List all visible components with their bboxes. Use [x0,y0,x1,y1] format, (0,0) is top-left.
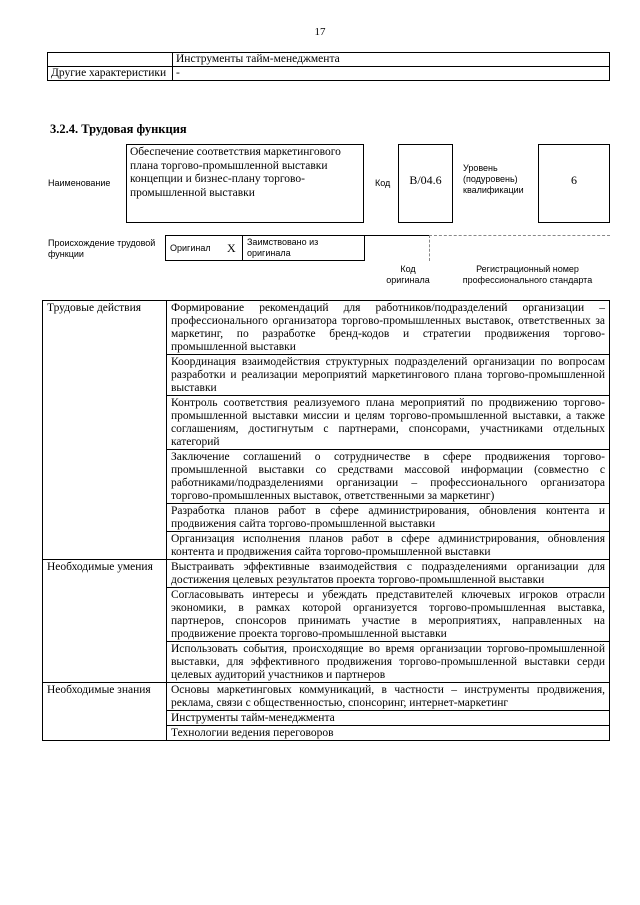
continuation-table [47,52,610,81]
skill-item: Согласовывать интересы и убеждать представителей ключевых игроков отрасли экономики, в рамках которой организуется торгово-промышленная выставка, партнеров, спонсоров принимать участие в мероприятиях, направленных на продвижение проекта торгово-промышленной выставки [167,588,610,642]
other-characteristics-value: - [173,67,610,81]
knowledge-item: Основы маркетинговых коммуникаций, в частности – инструменты продвижения, реклама, связи с общественностью, спонсоринг, интернет-маркетинг [167,683,610,711]
other-characteristics-label: Другие характеристики [48,67,173,81]
level-label: Уровень (подуровень) квалификации [463,163,524,195]
labor-function-table [42,300,610,741]
labor-action-item: Организация исполнения планов работ в сфере администрирования, обновления контента и продвижения сайта торгово-промышленной выставки [167,532,610,560]
code-label: Код [375,178,391,188]
name-label: Наименование [48,178,111,188]
continuation-empty-cell [48,53,173,67]
origin-label: Происхождение трудовой функции [48,238,156,259]
borrowed-cell [242,235,365,261]
continuation-tools-item: Инструменты тайм-менеджмента [173,53,610,67]
table-row [43,683,610,711]
table-row [43,301,610,355]
code-original-label: Код оригинала [386,264,430,285]
section-title: 3.2.4. Трудовая функция [50,122,187,136]
original-mark: X [227,241,236,255]
required-knowledge-label: Необходимые знания [43,683,167,741]
level-value: 6 [538,144,610,223]
code-original-cell [364,235,430,261]
skill-item: Выстраивать эффективные взаимодействия с подразделениями организации для достижения целевых результатов проекта торгово-промышленной выставки [167,560,610,588]
required-skills-label: Необходимые умения [43,560,167,683]
skill-item: Использовать события, происходящие во время организации торгово-промышленной выставки, для эффективного продвижения торгово-промышленной выставки серди целевых аудиторий участников и партнеров [167,642,610,683]
labor-action-item: Координация взаимодействия структурных подразделений организации по вопросам разработки и реализации мероприятий маркетингового плана торгово-промышленной выставки [167,355,610,396]
table-row [43,560,610,588]
labor-action-item: Разработка планов работ в сфере администрирования, обновления контента и продвижения сайта торгово-промышленной выставки [167,504,610,532]
labor-actions-label: Трудовые действия [43,301,167,560]
knowledge-item: Технологии ведения переговоров [167,726,610,741]
reg-number-label: Регистрационный номер профессионального стандарта [462,264,593,285]
labor-action-item: Заключение соглашений о сотрудничестве в сфере продвижения торгово-промышленной выставки со средствами массовой информации (совместно с работниками/подразделениями организации – профессионального организатора торгово-промышленных выставок, ответственными за маркетинг) [167,450,610,504]
reg-number-cell [429,235,610,261]
labor-action-item: Контроль соответствия реализуемого плана мероприятий по продвижению торгово-промышленной выставки миссии и целям торгово-промышленной выставки, а также соглашениям, достигнутым с партнерами, спонсорами, участниками отдельных категорий [167,396,610,450]
labor-action-item: Формирование рекомендаций для работников/подразделений организации – профессионального организатора торгово-промышленных выставок, ответственных за маркетинг, по разработке бренд-кодов и стратегии продвижения торгово-промышленной выставки [167,301,610,355]
original-cell [165,235,243,261]
page-number: 17 [314,26,326,38]
code-value: B/04.6 [398,144,453,223]
borrowed-label: Заимствовано из оригинала [247,237,319,258]
function-name: Обеспечение соответствия маркетингового плана торгово-промышленной выставки концепции и бизнес-плану торгово-промышленной выставки [126,144,364,223]
knowledge-item: Инструменты тайм-менеджмента [167,711,610,726]
original-label: Оригинал [170,243,211,253]
